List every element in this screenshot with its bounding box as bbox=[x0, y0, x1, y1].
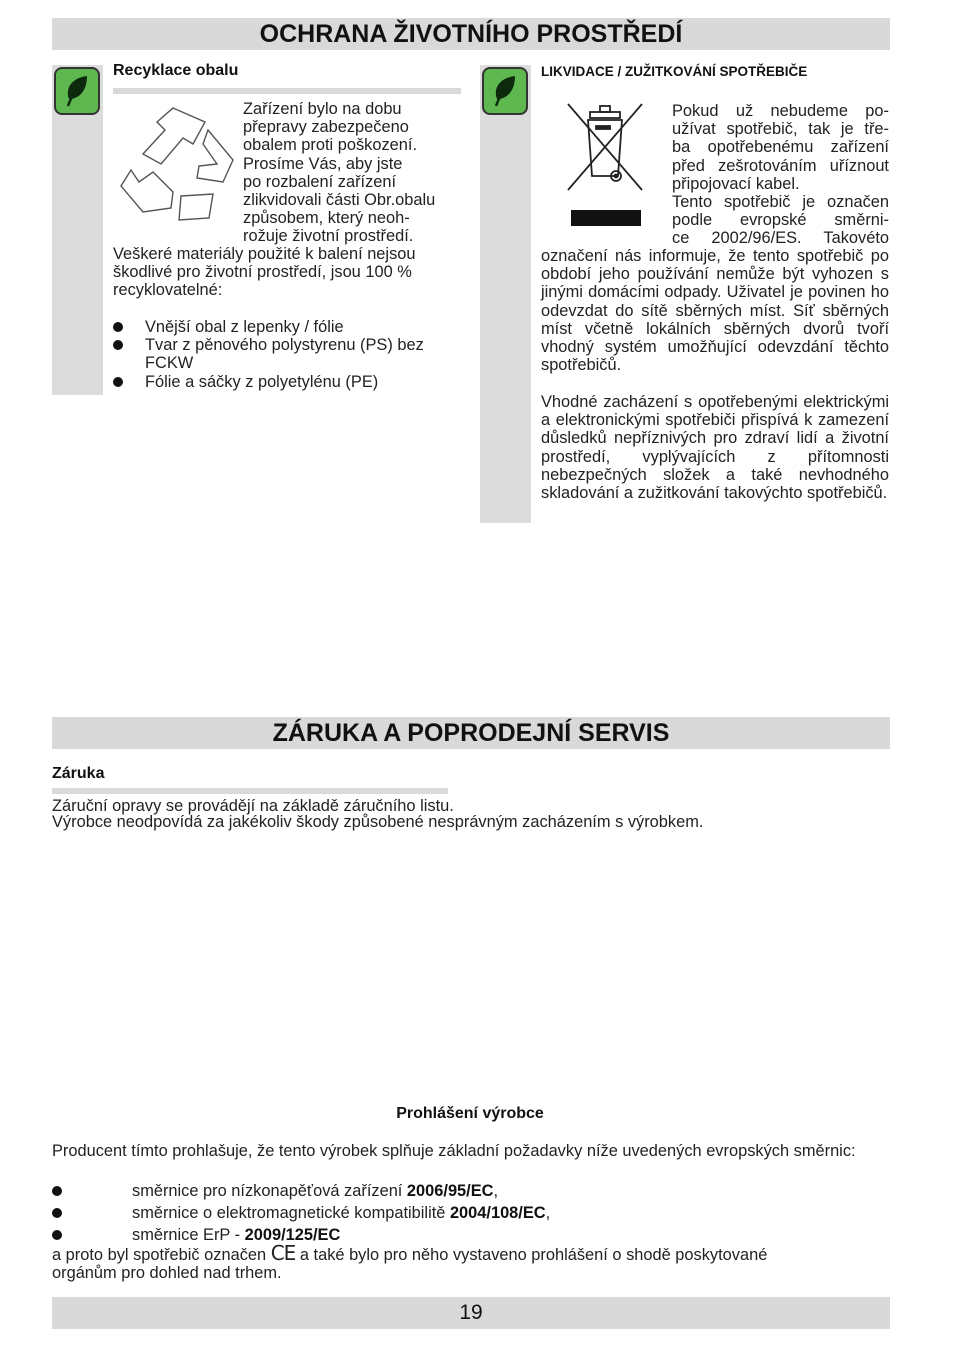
text-line: Prosíme Vás, aby jste bbox=[243, 154, 403, 173]
heading-rule bbox=[52, 788, 448, 794]
ce-mark: CE bbox=[270, 1241, 296, 1265]
text-line: ba opotřebenému zařízení bbox=[672, 138, 889, 157]
right-sidebar bbox=[480, 65, 531, 523]
list-item bbox=[52, 1182, 890, 1204]
warranty-line-1: Záruční opravy se provádějí na základě záručního listu. bbox=[52, 797, 454, 815]
directive-suffix: , bbox=[493, 1182, 499, 1200]
recycle-icon bbox=[113, 100, 238, 225]
text-line: užívat spotřebič, tak je tře- bbox=[672, 120, 889, 139]
warranty-line-2: Výrobce neodpovídá za jakékoliv škody způsobené nesprávným zacházením s výrobkem. bbox=[52, 813, 704, 831]
text-line: před zešrotováním uříznout bbox=[672, 156, 889, 175]
closing-pre: a proto byl spotřebič označen bbox=[52, 1246, 267, 1264]
list-item-text: Tvar z pěnového polystyrenu (PS) bez FCKW bbox=[145, 336, 424, 373]
disposal-heading: LIKVIDACE / ZUŽITKOVÁNÍ SPOTŘEBIČE bbox=[541, 64, 808, 79]
disposal-paragraph-2: Vhodné zacházení s opotřebenými elektrickými a elektronickými spotřebiči přispívá k zamezení důsledků nepříznivých pro zdraví lidí a životní prostředí, vyplývajících z přítomnosti nebezpečných složek a také nevhodného skladování a zužitkování takovýchto spotřebičů. bbox=[541, 393, 889, 503]
section-title-warranty: ZÁRUKA A POPRODEJNÍ SERVIS bbox=[52, 717, 890, 749]
text-line: připojovací kabel. bbox=[672, 174, 800, 193]
text-line: ce 2002/96/ES. Takovéto bbox=[672, 229, 889, 248]
heading-rule bbox=[113, 88, 461, 94]
directive-text: směrnice o elektromagnetické kompatibilitě bbox=[132, 1204, 450, 1222]
directive-code: 2009/125/EC bbox=[244, 1226, 341, 1244]
leaf-icon bbox=[54, 67, 100, 115]
bullet-icon bbox=[52, 1230, 62, 1240]
closing-post: a také bylo pro něho vystaveno prohlášení o shodě poskytované bbox=[299, 1246, 768, 1264]
list-item bbox=[52, 1204, 890, 1226]
disposal-text-beside bbox=[672, 102, 889, 248]
text-line: Tento spotřebič je označen bbox=[672, 193, 889, 212]
list-item-text: Vnější obal z lepenky / fólie bbox=[145, 318, 344, 336]
directive-code: 2006/95/EC bbox=[406, 1182, 494, 1200]
text-line: způsobem, který neoh- bbox=[243, 209, 410, 228]
bullet-icon bbox=[52, 1208, 62, 1218]
declaration-closing bbox=[52, 1241, 890, 1283]
list-item-text: Fólie a sáčky z polyetylénu (PE) bbox=[145, 372, 379, 391]
list-item bbox=[113, 318, 463, 336]
text-line: obalem proti poškození. bbox=[243, 136, 418, 155]
directive-text: směrnice pro nízkonapěťová zařízení bbox=[132, 1182, 407, 1200]
materials-list bbox=[113, 318, 463, 391]
recycling-paragraph: Veškeré materiály použité k balení nejsou škodlivé pro životní prostředí, jsou 100 % recyklovatelné: bbox=[113, 245, 416, 300]
directive-code: 2004/108/EC bbox=[449, 1204, 546, 1222]
crossed-bin-icon bbox=[566, 100, 646, 228]
text-line: podle evropské směrni- bbox=[672, 211, 889, 230]
list-item bbox=[52, 1226, 890, 1246]
bullet-icon bbox=[113, 322, 123, 332]
section-title-environment: OCHRANA ŽIVOTNÍHO PROSTŘEDÍ bbox=[52, 18, 890, 50]
recycling-text-beside bbox=[243, 100, 463, 246]
warranty-heading: Záruka bbox=[52, 765, 105, 782]
declaration-intro: Producent tímto prohlašuje, že tento výrobek splňuje základní požadavky níže uvedených evropských směrnic: bbox=[52, 1142, 856, 1160]
text-line: přepravy zabezpečeno bbox=[243, 118, 409, 137]
page-number: 19 bbox=[52, 1297, 890, 1329]
directive-suffix: , bbox=[545, 1204, 551, 1222]
recycling-heading: Recyklace obalu bbox=[113, 62, 239, 79]
text-line: zlikvidovali části Obr.obalu bbox=[243, 191, 436, 210]
directives-list bbox=[52, 1182, 890, 1246]
bullet-icon bbox=[113, 340, 123, 350]
bullet-icon bbox=[52, 1186, 62, 1196]
text-line: rožuje životní prostředí. bbox=[243, 227, 414, 246]
directive-text: směrnice ErP - bbox=[132, 1226, 245, 1244]
text-line: po rozbalení zařízení bbox=[243, 172, 397, 191]
disposal-paragraph-1: označení nás informuje, že tento spotřebič po období jeho používání nemůže být vyhozen s jinými domácími odpady. Uživatel je povinen ho odevzdat do sítě sběrných míst. Síť sběrných míst včetně lokálních sběrných dvorů tvoří vhodný systém umožňující odevzdání těchto spotřebičů. bbox=[541, 247, 889, 375]
text-line: Pokud už nebudeme po- bbox=[672, 102, 889, 120]
list-item bbox=[113, 336, 463, 372]
list-item bbox=[113, 373, 463, 391]
closing-line-2: orgánům pro dohled nad trhem. bbox=[52, 1264, 282, 1283]
text-line: Zařízení bylo na dobu bbox=[243, 100, 402, 118]
declaration-heading: Prohlášení výrobce bbox=[396, 1105, 544, 1122]
leaf-icon bbox=[482, 67, 528, 115]
bullet-icon bbox=[113, 377, 123, 387]
